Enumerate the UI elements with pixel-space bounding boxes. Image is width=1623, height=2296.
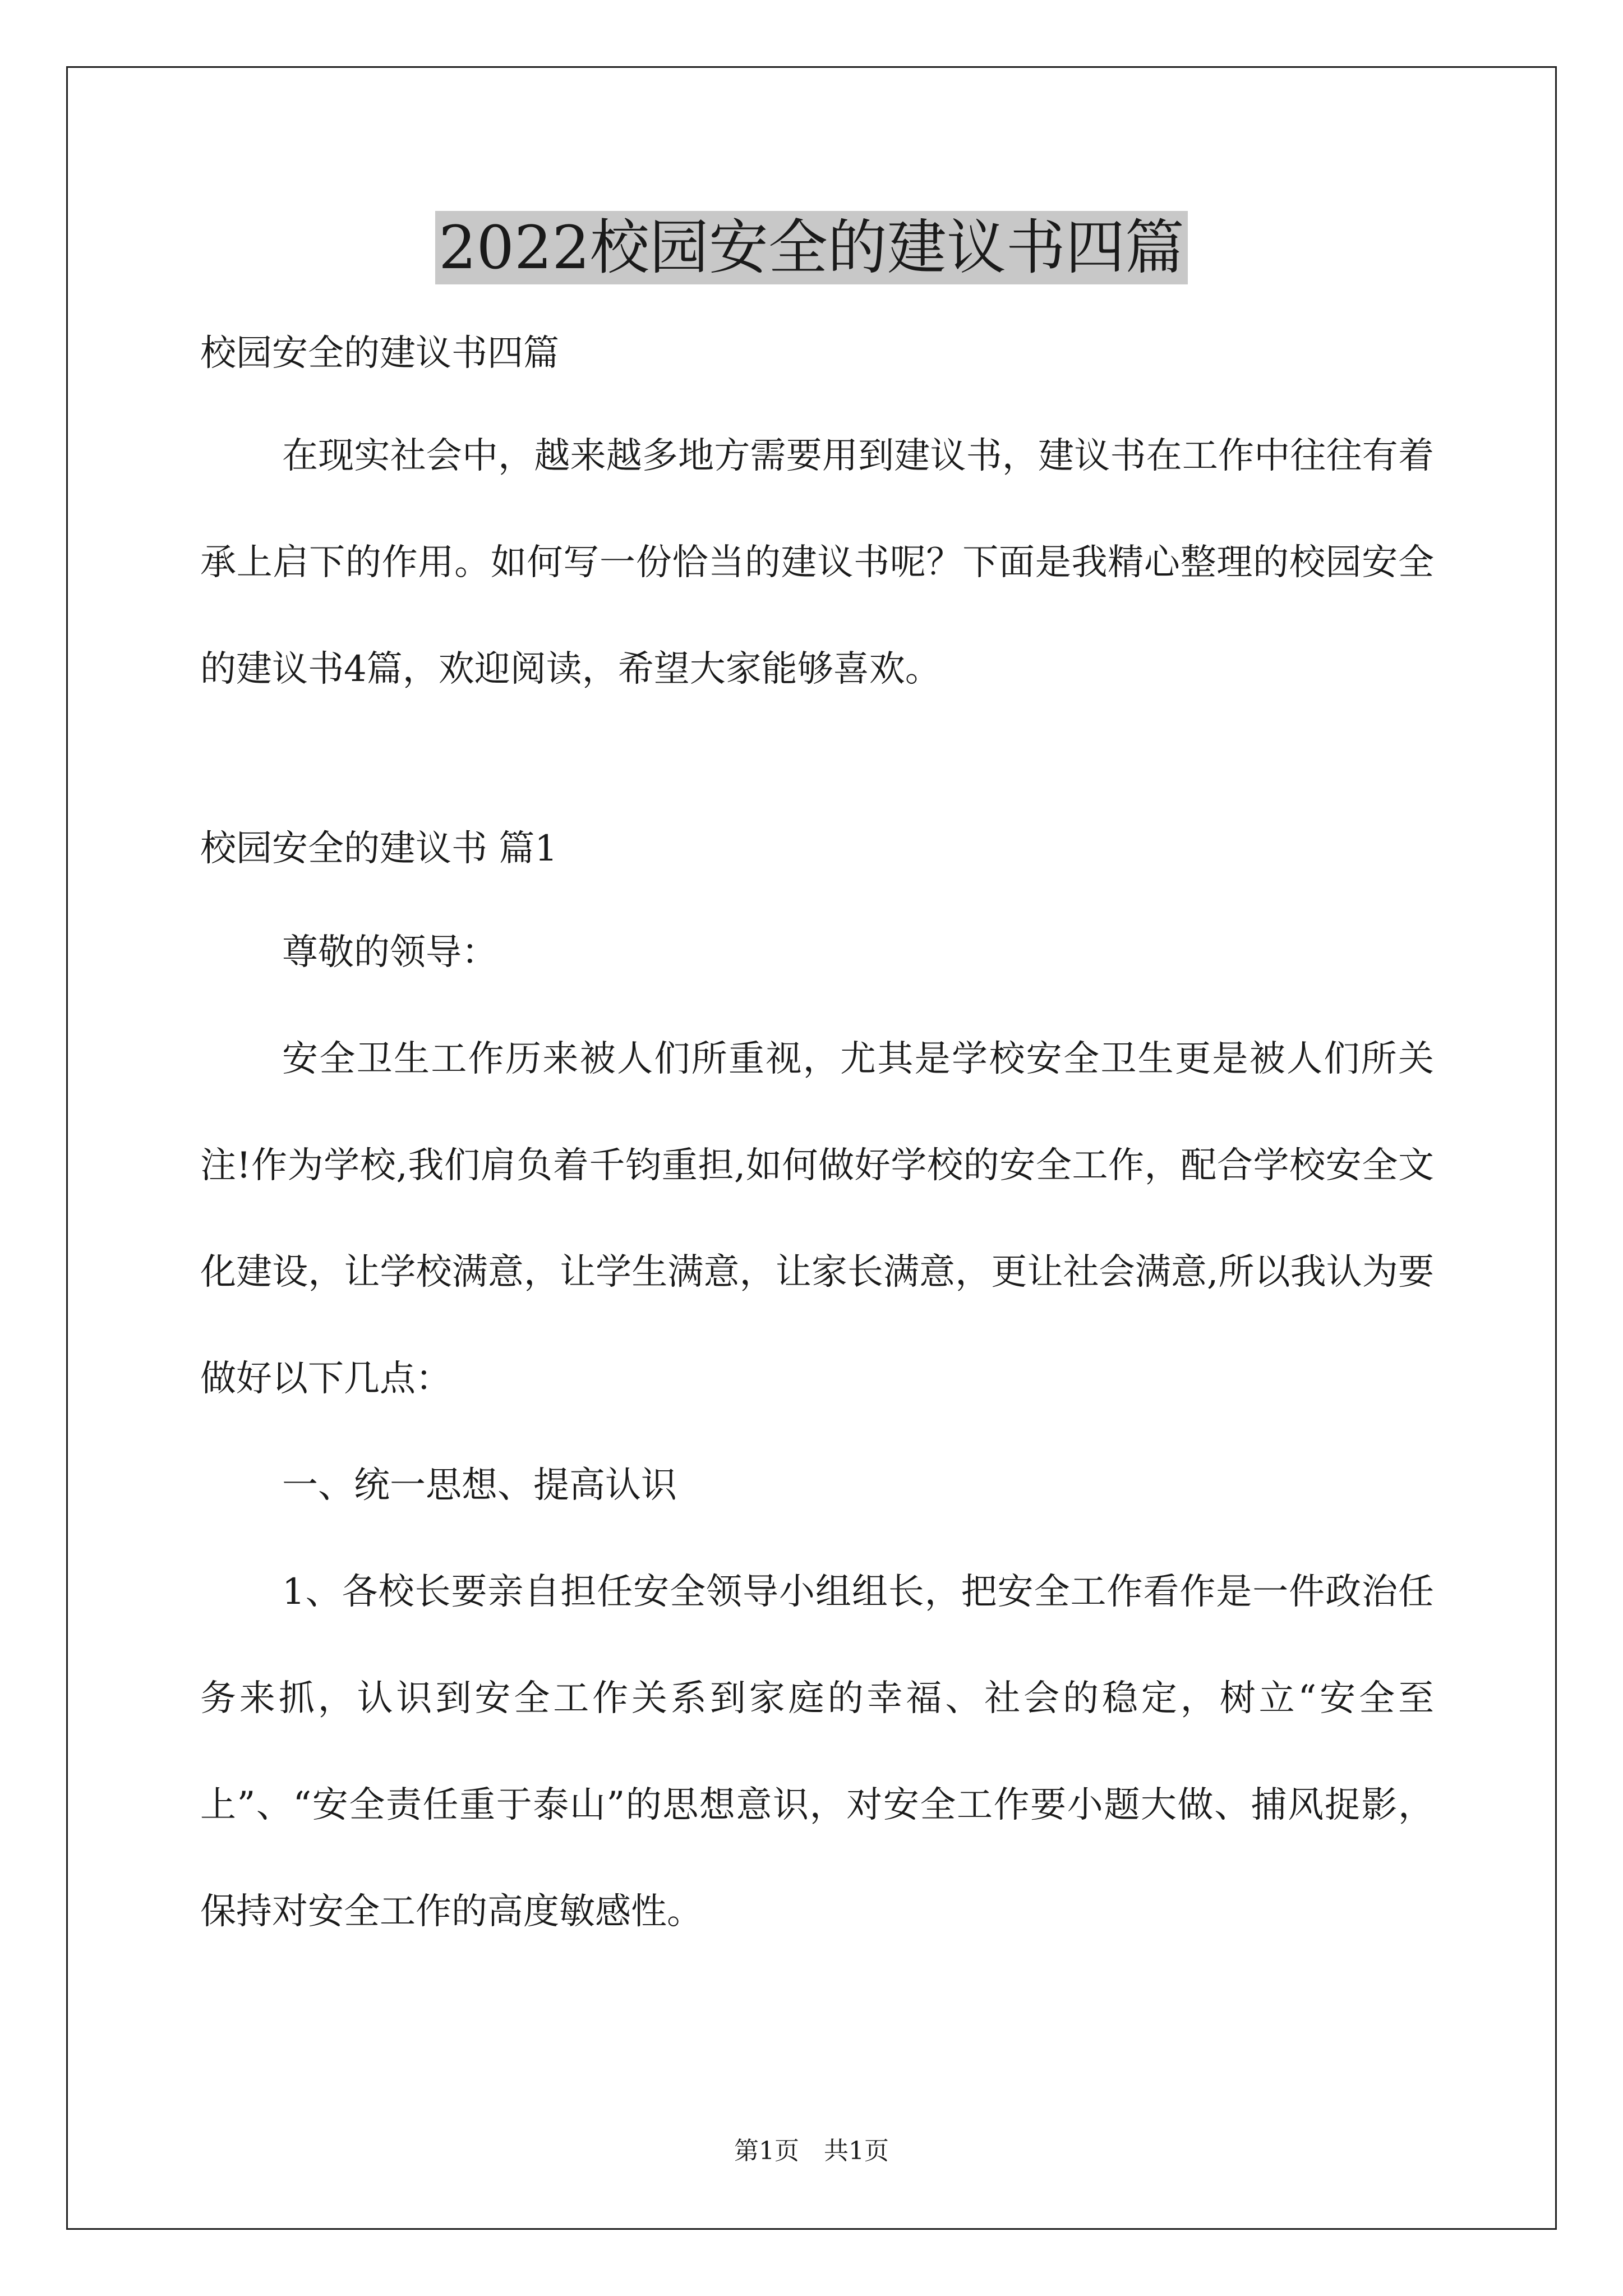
document-subtitle: 校园安全的建议书四篇 [200,333,559,374]
page-footer: 第1页 共1页 [734,2137,889,2165]
document-title-text: 2022校园安全的建议书四篇 [435,211,1188,284]
document-title [0,209,1623,287]
intro-paragraph: 在现实社会中，越来越多地方需要用到建议书，建议书在工作中往往有着承上启下的作用。如何写一份恰当的建议书呢？下面是我精心整理的校园安全的建议书4篇，欢迎阅读，希望大家能够喜欢。 [200,435,1434,690]
section-heading: 校园安全的建议书 篇1 [200,828,558,869]
salutation: 尊敬的领导： [282,932,497,973]
point-heading: 一、统一思想、提高认识 [282,1465,677,1506]
document-body [200,314,1434,1965]
body-paragraph-1: 安全卫生工作历来被人们所重视，尤其是学校安全卫生更是被人们所关注!作为学校,我们肩负着千钧重担,如何做好学校的安全工作，配合学校安全文化建设，让学校满意，让学生满意，让家长满意，更让社会满意,所以我认为要做好以下几点： [200,1038,1434,1400]
point-1-paragraph: 1、各校长要亲自担任安全领导小组组长，把安全工作看作是一件政治任务来抓，认识到安全工作关系到家庭的幸福、社会的稳定，树立“安全至上”、“安全责任重于泰山”的思想意识，对安全工作要小题大做、捕风捉影，保持对安全工作的高度敏感性。 [200,1571,1434,1932]
